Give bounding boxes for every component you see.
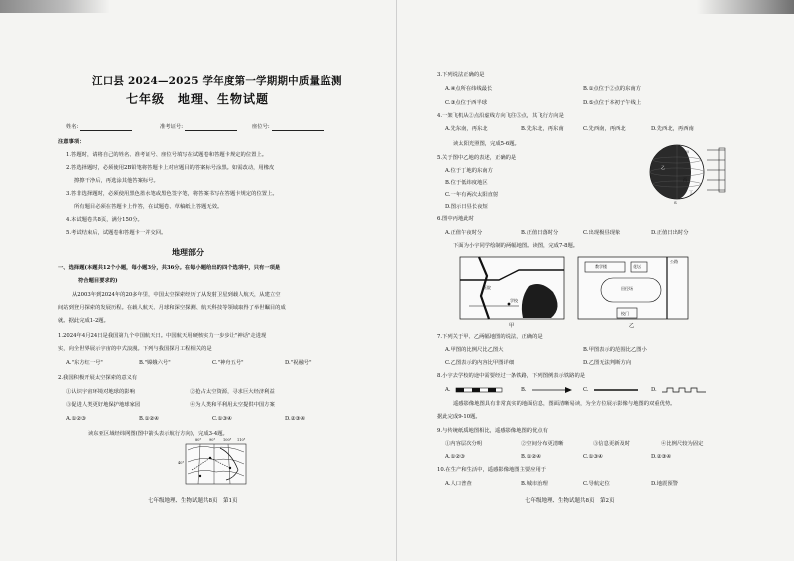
q1-opt-d[interactable]: D."祝融号" — [285, 360, 312, 366]
q6-opt-c[interactable]: C.出现极昼现象 — [583, 230, 621, 236]
page-2-footer: 七年级地理、生物试题共8页 第2页 — [525, 498, 615, 504]
rs-line2: 据此完成9-10题。 — [437, 414, 481, 420]
plan-intro: 下面为小宇同学绘制的两幅地图。读图，完成7-8题。 — [453, 243, 579, 249]
q2-opt-b[interactable]: B.①②④ — [139, 416, 159, 422]
intro-line2: 间站到登月探索的发展历程。在载人航天、月球和深空探测、航天科技等领域取得了举世瞩目的成 — [58, 305, 286, 311]
q10-opt-c[interactable]: C.导航定位 — [583, 481, 610, 487]
map-jia-hospital: 医院 — [483, 285, 491, 290]
legend-railway-a — [455, 386, 503, 394]
q5-opt-a[interactable]: A.位于丁地的东南方 — [445, 168, 493, 174]
globe-mark-jia: 甲 — [685, 150, 689, 155]
q9-opt-c[interactable]: C.①③④ — [583, 454, 603, 460]
seat-field[interactable]: 座位号: — [252, 124, 324, 131]
notice-2b: 擦擦干净后，再选涂其他答案标号。 — [74, 178, 159, 184]
q8-opt-c[interactable]: C. — [583, 387, 589, 393]
q3-opt-c[interactable]: C.③点位于西半球 — [445, 100, 488, 106]
map-lon-3: 100° — [223, 438, 232, 442]
q4-opt-b[interactable]: B.先东北，再东南 — [521, 126, 564, 132]
exam-subtitle: 七年级 地理、生物试题 — [126, 92, 270, 106]
q1-line1: 1.2024年4月24日是我国第九个中国航天日。中国航天用硬核实力一步步让"神话"走进现 — [58, 333, 267, 339]
q9-item-3: ③信息更新及时 — [593, 441, 631, 447]
q1-opt-b[interactable]: B."嫦娥六号" — [139, 360, 171, 366]
globe-mark-s: S — [674, 200, 677, 205]
map-lon-4: 110° — [237, 438, 246, 442]
q3-opt-a[interactable]: A.④点所在纬线最长 — [445, 86, 493, 92]
q4-stem: 4.一架飞机从②点沿虚线方向飞往⑤点，其飞行方向是 — [437, 113, 564, 119]
q8-opt-b[interactable]: B. — [521, 387, 527, 393]
notice-title: 注意事项： — [58, 139, 85, 145]
map-lon-2: 90° — [209, 438, 216, 442]
q8-stem: 8.小宇去学校的途中需要经过一条铁路，下列图例表示铁路的是 — [437, 373, 586, 379]
q8-opt-d[interactable]: D. — [651, 387, 657, 393]
q10-opt-b[interactable]: B.城市治理 — [521, 481, 548, 487]
q9-opt-a[interactable]: A.①②③ — [445, 454, 465, 460]
q3-opt-d[interactable]: D.⑤点位于本初子午线上 — [583, 100, 642, 106]
q10-stem: 10.在生产和生活中，遥感影像地图主要应用于 — [437, 467, 547, 473]
q9-opt-b[interactable]: B.①②④ — [521, 454, 541, 460]
q7-opt-d[interactable]: D.乙图无法判断方向 — [583, 360, 632, 366]
q6-stem: 6.图中丙地此时 — [437, 216, 474, 222]
q5-opt-d[interactable]: D.图示日昼长夜短 — [445, 204, 488, 210]
q1-opt-c[interactable]: C."神舟五号" — [212, 360, 244, 366]
map-lon-1: 80° — [195, 438, 202, 442]
q2-opt-c[interactable]: C.①③④ — [212, 416, 232, 422]
q9-stem: 9.与传统纸质地图相比，遥感影像地图的优点有 — [437, 428, 548, 434]
q9-item-2: ②空间分布更清晰 — [521, 441, 564, 447]
notice-4: 4.本试题卷共8页，满分150分。 — [66, 217, 143, 223]
q2-opt-a[interactable]: A.①②③ — [66, 416, 86, 422]
ticket-field[interactable]: 准考证号: — [160, 124, 237, 131]
q6-opt-b[interactable]: B.正值日落时分 — [521, 230, 559, 236]
q9-item-4: ④比例尺较为固定 — [661, 441, 704, 447]
q2-item-2: ②抢占太空资源，寻求巨大经济利益 — [190, 389, 275, 395]
q7-opt-a[interactable]: A.甲图的比例尺比乙图大 — [445, 347, 504, 353]
map-lat: 40° — [178, 461, 185, 465]
q2-item-3: ③促进人类更好地保护地球家园 — [66, 402, 141, 408]
q10-opt-a[interactable]: A.人口普查 — [445, 481, 472, 487]
q2-item-4: ④为人类和平利用太空提供中国方案 — [190, 402, 275, 408]
q2-stem: 2.我国积极开展太空探索的意义有 — [58, 375, 138, 381]
globe-mark-bing: 丙 — [683, 177, 687, 182]
q9-item-1: ①内容层次分明 — [445, 441, 483, 447]
q5-opt-b[interactable]: B.位于低纬度地区 — [445, 180, 488, 186]
q7-opt-c[interactable]: C.乙图表示的内容比甲图详细 — [445, 360, 515, 366]
globe-intro: 读太阳光照图，完成5-6题。 — [453, 141, 520, 147]
intro-line1: 从2003年到2024年的20多年里，中国太空探索经历了从发射卫星到载人航天，从建立空 — [72, 292, 281, 298]
q3-stem: 3.下列说法正确的是 — [437, 72, 485, 78]
q7-stem: 7.下列关于甲、乙两幅地图的说法，正确的是 — [437, 334, 543, 340]
page-1-footer: 七年级地理、生物试题共8页 第1页 — [148, 498, 238, 504]
part1-line1: 一、选择题(本题共12个小题，每小题3分，共36分。在每小题给出的四个选项中，只有一项是 — [58, 265, 281, 271]
notice-5: 5.考试结束后，试题卷和答题卡一并交回。 — [66, 230, 167, 236]
map-yi-gate: 校门 — [621, 311, 629, 316]
q6-opt-d[interactable]: D.正值日出时分 — [651, 230, 689, 236]
map-jia-label: 甲 — [509, 323, 515, 329]
globe-mark-ding: 丁 — [689, 190, 693, 195]
exam-title: 江口县 2024—2025 学年度第一学期期中质量监测 — [92, 75, 342, 87]
q1-opt-a[interactable]: A."东方红一号" — [66, 360, 103, 366]
notice-3: 3.答非选择题时，必须使用黑色墨水笔或黑色签字笔，将答案书写在答题卡规定的位置上。 — [66, 191, 278, 197]
map-jia — [459, 256, 565, 320]
map-yi-label: 乙 — [629, 323, 635, 329]
q1-line2: 实，向全世界展示宇宙的中式浪漫。下列与我国探月工程相关的是 — [58, 346, 212, 352]
section-title: 地理部分 — [172, 247, 204, 257]
q6-opt-a[interactable]: A.正值午夜时分 — [445, 230, 483, 236]
map-intro: 读东亚区域经纬网图(图中箭头表示航行方向)，完成3-4题。 — [88, 431, 228, 437]
q7-opt-b[interactable]: B.甲图表示的范围比乙图小 — [583, 347, 647, 353]
q10-opt-d[interactable]: D.地震预警 — [651, 481, 678, 487]
notice-2: 2.答选择题时，必须使用2B铅笔将答题卡上对应题目的答案标号涂黑。如需改动，用橡皮 — [66, 165, 275, 171]
scan-shadow — [0, 0, 110, 13]
legend-line-c — [593, 386, 639, 394]
map-yi-flowerbed: 花坛 — [633, 264, 641, 269]
q4-opt-c[interactable]: C.先西南，再西北 — [583, 126, 626, 132]
q2-item-1: ①认识宇宙环境对地球的影响 — [66, 389, 135, 395]
q5-opt-c[interactable]: C.一年有两次太阳直射 — [445, 192, 499, 198]
page-2 — [397, 0, 794, 561]
legend-wall-d — [661, 386, 707, 394]
globe-mark-yi: 乙 — [661, 165, 665, 170]
notice-1: 1.答题时，请将自己的姓名、准考证号、座位号填写在试题卷和答题卡规定的位置上。 — [66, 152, 268, 158]
map-jia-school: 学校 — [510, 298, 518, 303]
graticule-map — [180, 440, 250, 488]
legend-river-b — [531, 386, 573, 394]
map-yi-building: 教学楼 — [595, 264, 607, 269]
map-yi-field: 田径场 — [621, 286, 633, 291]
intro-line3: 就。据此完成1-2题。 — [58, 318, 109, 324]
name-field[interactable]: 姓名: — [66, 124, 132, 131]
q4-opt-a[interactable]: A.先东南，再东北 — [445, 126, 488, 132]
rs-line1: 遥感影像地图具有非常真实的地面信息，图面清晰易读，为全方位展示影像与地图的双重优势。 — [453, 401, 676, 407]
part1-line2: 符合题目要求的) — [78, 278, 118, 284]
q2-opt-d[interactable]: D.②③④ — [285, 416, 305, 422]
q5-stem: 5.关于图中乙地的表述，正确的是 — [437, 155, 517, 161]
notice-3b: 所有题目必须在答题卡上作答，在试题卷、草稿纸上答题无效。 — [74, 204, 223, 210]
q3-opt-b[interactable]: B.①点位于②点的东南方 — [583, 86, 641, 92]
q4-opt-d[interactable]: D.先西北，再西南 — [651, 126, 694, 132]
q9-opt-d[interactable]: D.②③④ — [651, 454, 671, 460]
q8-opt-a[interactable]: A. — [445, 387, 451, 393]
scan-shadow-right — [697, 0, 794, 14]
map-yi-road: 公路 — [670, 259, 678, 264]
